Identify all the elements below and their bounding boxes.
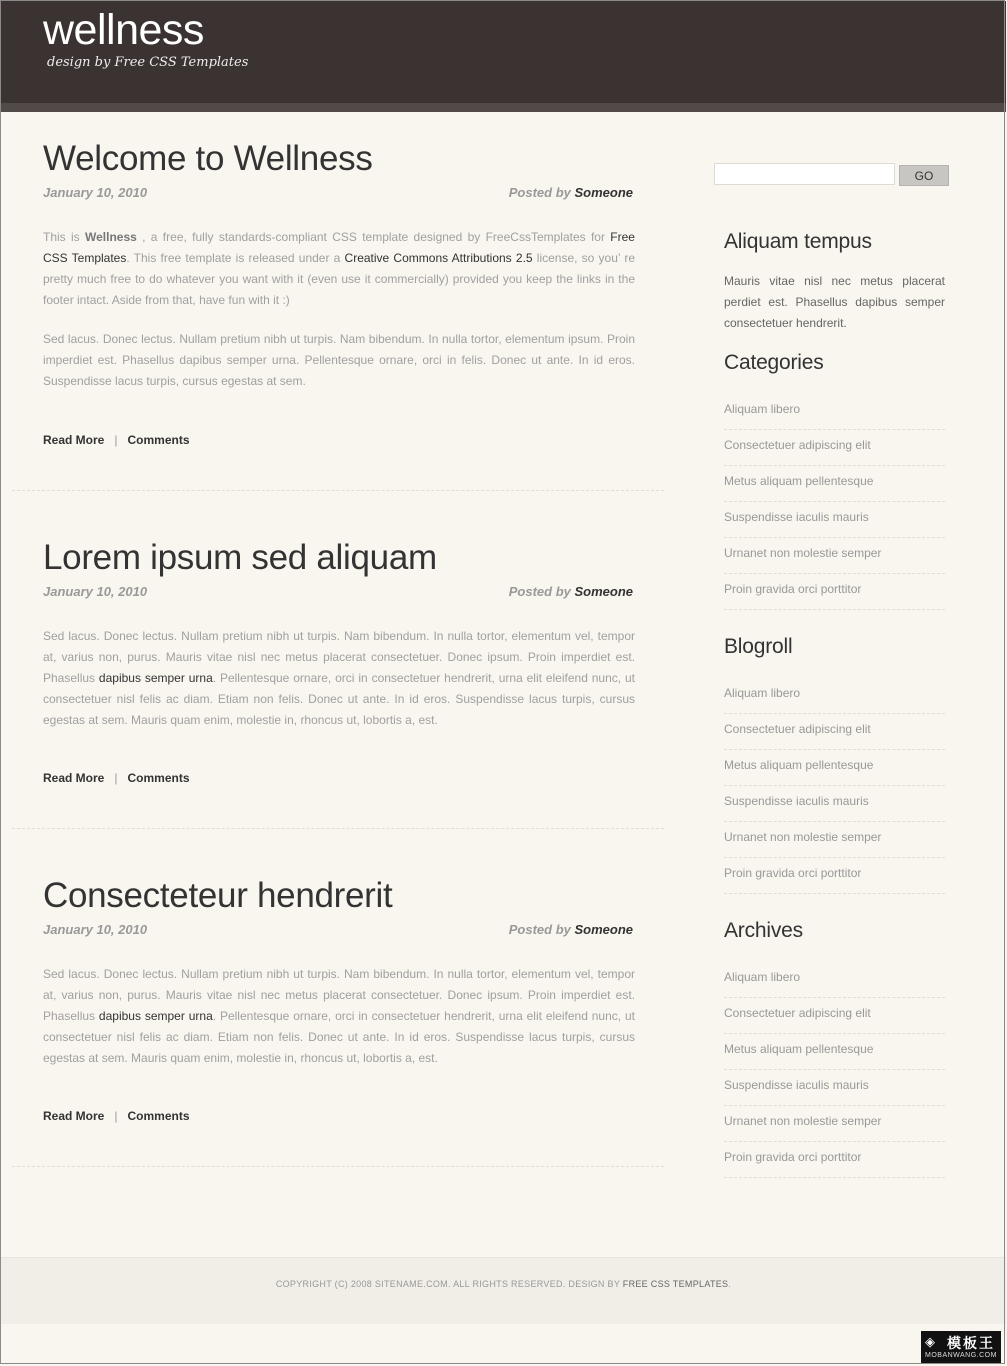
list-item	[724, 1142, 945, 1178]
read-more-link[interactable]: Read More	[43, 1109, 105, 1123]
archives-list	[724, 962, 945, 1178]
copyright-text: COPYRIGHT (C) 2008 SITENAME.COM. ALL RIGHTS RESERVED. DESIGN BY	[275, 1279, 623, 1289]
category-link[interactable]: Urnanet non molestie semper	[724, 546, 882, 560]
post-author[interactable]: Someone	[574, 185, 633, 200]
blogroll-link[interactable]: Consectetuer adipiscing elit	[724, 722, 871, 736]
inline-link[interactable]: dapibus semper urna	[98, 1009, 213, 1023]
post-byline	[509, 922, 633, 937]
text-segment: . Pellentesque ornare, orci in consectetuer hendrerit, urna elit eleifend nunc, ut consectetuer nisl felis ac diam. Etiam non felis. Donec ut ante. In id eros. Suspendisse lacus turpis, cursus egestas at sem. Mauris quam enim, molestie in, rhoncus ut, lobortis a, est.	[43, 1009, 636, 1065]
text-segment: license, so you’ re pretty much free to do whatever you want with it (even use it commercially) provided you keep the links in the footer intact. Aside from that, have fun with it :)	[43, 251, 635, 307]
post-date: January 10, 2010	[43, 922, 148, 937]
post-divider	[12, 828, 664, 829]
header-band	[1, 103, 1006, 112]
sidebar-about-title: Aliquam tempus	[724, 230, 872, 253]
comments-link[interactable]: Comments	[127, 1109, 190, 1123]
category-link[interactable]: Proin gravida orci porttitor	[724, 582, 862, 596]
list-item	[724, 786, 945, 822]
post-byline	[509, 185, 633, 200]
post-divider	[12, 1166, 664, 1167]
post	[43, 876, 635, 1069]
brand-name: Wellness	[85, 230, 137, 244]
blogroll-link[interactable]: Urnanet non molestie semper	[724, 830, 882, 844]
list-item	[724, 714, 945, 750]
watermark-text: 模板王	[947, 1335, 995, 1351]
post-body	[43, 964, 635, 1069]
copyright-end: .	[728, 1279, 732, 1289]
list-item	[724, 466, 945, 502]
posted-by-label: Posted by	[508, 922, 571, 937]
post-body	[43, 626, 635, 731]
search-input[interactable]	[714, 163, 895, 185]
sidebar-about-text: Mauris vitae nisl nec metus placerat perdiet est. Phasellus dapibus semper consectetuer hendrerit.	[724, 274, 945, 330]
list-item	[724, 1106, 945, 1142]
post-date: January 10, 2010	[43, 185, 148, 200]
free-css-templates-link[interactable]: Free CSS Templates	[43, 230, 635, 265]
post-links	[43, 433, 190, 447]
category-link[interactable]: Consectetuer adipiscing elit	[724, 438, 871, 452]
footer-design-link[interactable]: FREE CSS TEMPLATES	[622, 1279, 729, 1289]
list-item	[724, 998, 945, 1034]
list-item	[724, 538, 945, 574]
post-meta	[43, 922, 635, 940]
posted-by-label: Posted by	[508, 584, 571, 599]
sidebar-blogroll-title: Blogroll	[724, 635, 793, 658]
site-footer	[1, 1257, 1006, 1324]
watermark-icon: ◈	[925, 1334, 935, 1349]
post-links	[43, 1109, 190, 1123]
list-item	[724, 430, 945, 466]
post-meta	[43, 584, 635, 602]
text-segment: . Pellentesque ornare, orci in consectetuer hendrerit, urna elit eleifend nunc, ut consectetuer nisl felis ac diam. Etiam non felis. Donec ut ante. In id eros. Suspendisse lacus turpis, cursus egestas at sem. Mauris quam enim, molestie in, rhoncus ut, lobortis a, est.	[43, 671, 636, 727]
archive-link[interactable]: Consectetuer adipiscing elit	[724, 1006, 871, 1020]
post-author[interactable]: Someone	[574, 922, 633, 937]
list-item	[724, 962, 945, 998]
creative-commons-link[interactable]: Creative Commons Attributions 2.5	[344, 251, 533, 265]
categories-list	[724, 394, 945, 610]
archive-link[interactable]: Metus aliquam pellentesque	[724, 1042, 874, 1056]
text-segment: This is	[43, 230, 85, 244]
posted-by-label: Posted by	[508, 185, 571, 200]
post	[43, 538, 635, 731]
list-item	[724, 394, 945, 430]
search-go-button[interactable]: GO	[899, 165, 949, 186]
list-item	[724, 822, 945, 858]
inline-link[interactable]: dapibus semper urna	[98, 671, 213, 685]
category-link[interactable]: Suspendisse iaculis mauris	[724, 510, 869, 524]
text-segment: , a free, fully standards-compliant CSS template designed by FreeCssTemplates for	[136, 230, 611, 244]
link-separator: |	[114, 771, 118, 785]
list-item	[724, 858, 945, 894]
sidebar-archives-title: Archives	[724, 919, 803, 942]
blogroll-link[interactable]: Suspendisse iaculis mauris	[724, 794, 869, 808]
category-link[interactable]: Aliquam libero	[724, 402, 801, 416]
post	[43, 139, 635, 392]
link-separator: |	[114, 1109, 118, 1123]
post-title[interactable]: Consecteteur hendrerit	[43, 876, 393, 915]
comments-link[interactable]: Comments	[127, 771, 190, 785]
blogroll-link[interactable]: Proin gravida orci porttitor	[724, 866, 862, 880]
post-links	[43, 771, 190, 785]
archive-link[interactable]: Proin gravida orci porttitor	[724, 1150, 862, 1164]
list-item	[724, 574, 945, 610]
post-date: January 10, 2010	[43, 584, 148, 599]
text-segment: Sed lacus. Donec lectus. Nullam pretium nibh ut turpis. Nam bibendum. In nulla tortor, elementum vel, tempor at, varius non, purus. Mauris vitae nisl nec metus placerat consectetuer. Donec ipsum. Proin imperdiet est. Phasellus	[43, 629, 635, 685]
post-title[interactable]: Welcome to Wellness	[43, 139, 373, 178]
list-item	[724, 750, 945, 786]
blogroll-link[interactable]: Metus aliquam pellentesque	[724, 758, 874, 772]
post-body	[43, 227, 635, 392]
read-more-link[interactable]: Read More	[43, 433, 105, 447]
archive-link[interactable]: Urnanet non molestie semper	[724, 1114, 882, 1128]
site-title[interactable]: wellness	[43, 6, 204, 54]
list-item	[724, 502, 945, 538]
list-item	[724, 1070, 945, 1106]
post-divider	[12, 490, 664, 491]
text-segment: Sed lacus. Donec lectus. Nullam pretium nibh ut turpis. Nam bibendum. In nulla tortor, elementum vel, tempor at, varius non, purus. Mauris vitae nisl nec metus placerat consectetuer. Donec ipsum. Proin imperdiet est. Phasellus	[43, 967, 635, 1023]
post-title[interactable]: Lorem ipsum sed aliquam	[43, 538, 437, 577]
post-paragraph	[43, 964, 635, 1069]
post-paragraph: Sed lacus. Donec lectus. Nullam pretium nibh ut turpis. Nam bibendum. In nulla tortor, elementum ipsum. Proin imperdiet est. Phasellus dapibus semper urna. Pellentesque ornare, orci in felis. Donec ut ante. In id eros. Suspendisse lacus turpis, cursus egestas at sem.	[43, 332, 635, 388]
link-separator: |	[114, 433, 118, 447]
post-paragraph	[43, 626, 635, 731]
read-more-link[interactable]: Read More	[43, 771, 105, 785]
category-link[interactable]: Metus aliquam pellentesque	[724, 474, 874, 488]
footer-copyright	[1, 1279, 1006, 1289]
comments-link[interactable]: Comments	[127, 433, 190, 447]
list-item	[724, 1034, 945, 1070]
post-author[interactable]: Someone	[574, 584, 633, 599]
post-meta	[43, 185, 635, 203]
blogroll-list	[724, 678, 945, 894]
archive-link[interactable]: Aliquam libero	[724, 970, 801, 984]
post-byline	[509, 584, 633, 599]
blogroll-link[interactable]: Aliquam libero	[724, 686, 801, 700]
post-paragraph	[43, 227, 635, 311]
watermark-logo	[921, 1331, 1001, 1363]
list-item	[724, 678, 945, 714]
sidebar-categories-title: Categories	[724, 351, 824, 374]
archive-link[interactable]: Suspendisse iaculis mauris	[724, 1078, 869, 1092]
site-subtitle: design by Free CSS Templates	[47, 55, 249, 70]
watermark-url: MOBANWANG.COM	[925, 1352, 997, 1359]
text-segment: . This free template is released under a	[126, 251, 345, 265]
